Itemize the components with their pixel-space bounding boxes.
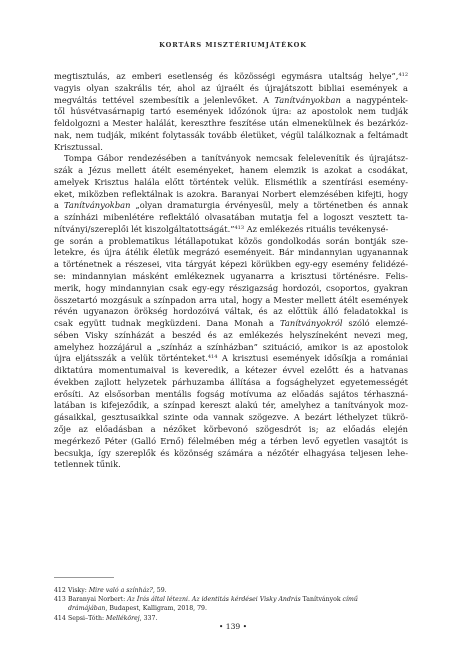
line-text: letekre, és újra átélik életük megrázó eseményeit. Bár mindannyian ugyanannak: [54, 247, 408, 258]
line-text: összetartó mozgásuk a színpadon arra utal, hogy a Mester mellett átélt események: [54, 294, 408, 305]
line-text: becsukja, így szereplők és közönség számára a nézőtér elhagyása teljesen lehe-: [54, 447, 408, 458]
line-text: újra eljátsszák a velük történteket.: [54, 353, 208, 364]
text-line: [54, 424, 408, 436]
text-line: [54, 118, 408, 130]
text-line: [54, 177, 408, 189]
text-line: [54, 71, 408, 83]
line-text: megérkező Péter (Galló Ernő) félelmében még a térben levő egyetlen vasajtót is: [54, 435, 408, 446]
footnote-ref: 414: [207, 354, 218, 361]
footnote-text: Baranyai Norbert:: [68, 596, 128, 604]
footnote-text: Visky:: [68, 587, 89, 594]
footnote-italic: című: [342, 596, 358, 604]
line-text: A krisztusi események idősíkja a romániai: [217, 353, 408, 364]
text-line: [54, 342, 408, 354]
text-line: [54, 283, 408, 295]
text-line: [54, 142, 408, 154]
line-text: merik, hogy mindannyian csak egy-egy részigazság hordozói, csoportos, gyakran: [54, 282, 408, 293]
paragraph: [54, 71, 408, 153]
line-italic: Tanítványokban: [63, 200, 131, 211]
footnote-ref: 413: [234, 224, 245, 231]
footnote-divider: [54, 577, 114, 578]
text-line: [54, 83, 408, 95]
text-line: [54, 306, 408, 318]
text-line: [54, 389, 408, 401]
line-text: se: mindannyian másként emlékeznek ugyanarra a krisztusi történésre. Felis-: [54, 271, 408, 282]
text-line: [54, 106, 408, 118]
line-text: Az emlékezés rituális tevékenysé-: [244, 223, 389, 234]
text-line: [54, 153, 408, 165]
line-text: a nagypéntek-: [340, 94, 408, 105]
footnote-text: Sepsi–Tóth:: [68, 614, 107, 622]
line-text: zője az előadásban a nézőket körbevonó szögesdrót is; az előadás elején: [54, 423, 408, 434]
text-line: [54, 165, 408, 177]
line-text: amelyhez hozzájárul a „színház a színházban” szituáció, amikor is az apostolok: [54, 341, 408, 352]
line-text: években zajlott helyzetek párhuzamba állítása a fogsághelyzet egyetemességét: [54, 376, 408, 387]
line-text: tetlennek tűnik.: [54, 459, 121, 470]
footnote-ref: 412: [398, 72, 408, 78]
text-line: [54, 318, 408, 330]
text-line: [54, 224, 408, 236]
line-text: Tompa Gábor rendezésében a tanítványok nemcsak felelevenítik és újrajátsz-: [64, 153, 408, 164]
text-line: [54, 189, 408, 201]
line-text: gásaikkal, gesztusaikkal szinte oda vannak szögezve. A bezárt léthelyzet tükrö-: [54, 412, 408, 423]
line-italic: Tanítványokban: [274, 94, 341, 105]
footnote-italic: drámájában: [68, 605, 106, 613]
text-line: [54, 330, 408, 342]
footnote-text: Tanítványok: [300, 596, 343, 604]
text-line: [54, 200, 408, 212]
line-text: ge során a problematikus létállapotukat közös gondolkodás során bontják sze-: [54, 235, 408, 246]
line-text: csak együtt tudnak megküzdeni. Dana Monah a: [54, 318, 281, 329]
text-line: [54, 459, 408, 471]
footnotes: [54, 586, 408, 623]
footnote-number: 413: [54, 596, 66, 604]
text-line: [54, 377, 408, 389]
line-text: szóló elemzé-: [342, 318, 408, 329]
line-text: latában is kifejeződik, a színpad kereszt alakú tér, amelyhez a tanítványok moz-: [54, 400, 408, 411]
line-text: feldolgozni a Mester halálát, kereszthre feszítése után elmenekülnek és bezárkóz-: [54, 118, 408, 129]
line-text: a történetnek a részesei, vita tárgyát képezi körükben egy-egy esemény felidézé-: [54, 259, 408, 270]
paragraph: [54, 153, 408, 471]
text-line: [54, 295, 408, 307]
line-text: Krisztussal.: [54, 141, 103, 152]
footnote: [54, 604, 408, 613]
text-line: [54, 436, 408, 448]
footnote-text: , 337.: [139, 614, 158, 622]
line-text: megváltás tettével szembesítik a jelenlevőket. A: [54, 94, 275, 105]
body-text: [54, 71, 408, 471]
text-line: [54, 400, 408, 412]
text-line: [54, 259, 408, 271]
line-text: nítványi/szereplői lét kiszolgáltatottságát.”: [54, 223, 235, 234]
running-head: KORTÁRS MISZTÉRIUMJÁTÉKOK: [159, 41, 307, 49]
text-line: [54, 212, 408, 224]
line-text: től húsvétvasárnapig tartó események időzónok újra: az apostolok nem tudják: [54, 106, 408, 117]
line-text: eket, miközben reflektálnak is azokra. Baranyai Norbert elemzésében kifejti, hogy: [54, 188, 408, 199]
footnote-text: , Budapest, Kalligram, 2018, 79.: [105, 605, 207, 613]
footnote-text: 59.: [154, 587, 167, 594]
line-text: megtisztulás, az emberi esetlenség és közösségi egymásra utaltság helye”,: [54, 71, 399, 81]
line-text: diktatúra momentumaival is keveredik, a kétezer évvel ezelőtt és a hatvanas: [54, 365, 408, 376]
text-line: [54, 365, 408, 377]
text-line: [54, 247, 408, 259]
line-text: amelyek Krisztus halála előtt történtek velük. Elismétlik a szentírási esemény-: [54, 176, 408, 187]
page-number: • 139 •: [218, 622, 248, 631]
line-text: a: [54, 200, 64, 211]
line-text: sében Visky színházát a beszéd és az emlékezés helyszíneként nevezi meg,: [54, 329, 408, 340]
line-text: „olyan dramaturgia érvényesül, mely a történetben és annak: [130, 200, 408, 211]
footnote-number: 414: [54, 614, 66, 622]
footnote-italic: Az Írás által létezni. Az identitás kérdései Visky András: [127, 596, 301, 604]
line-text: vagyis olyan szakrális tér, ahol az újraélt és újrajátszott bibliai események a: [54, 82, 408, 93]
footnote-number: 412: [54, 587, 66, 594]
text-line: [54, 271, 408, 283]
line-text: nak, nem tudják, miként folytassák tovább életüket, végül találkoznak a feltámadt: [54, 129, 408, 140]
line-italic: Tanítványokról: [280, 318, 343, 329]
line-text: a színházi mibenlétére reflektáló olvasatában mutatja fel a logoszt vesztett ta-: [54, 212, 408, 223]
text-line: [54, 448, 408, 460]
footnote: [54, 586, 408, 595]
line-text: erősíti. Az elsősorban mentális fogság motívuma az előadás sajátos térhaszná-: [54, 388, 408, 399]
text-line: [54, 95, 408, 107]
text-line: [54, 353, 408, 365]
footnote-italic: Mellékörej: [106, 614, 140, 622]
line-text: révén ugyanazon örökség hordozóivá váltak, és az előttük álló feladatokkal is: [54, 306, 408, 317]
footnote-italic: Mire való a színház?,: [88, 587, 155, 594]
footnote: [54, 595, 408, 604]
text-line: [54, 130, 408, 142]
line-text: szák a Jézus mellett átélt eseményeket, hanem elemzik is azokat a csodákat,: [54, 165, 408, 176]
text-line: [54, 412, 408, 424]
text-line: [54, 236, 408, 248]
